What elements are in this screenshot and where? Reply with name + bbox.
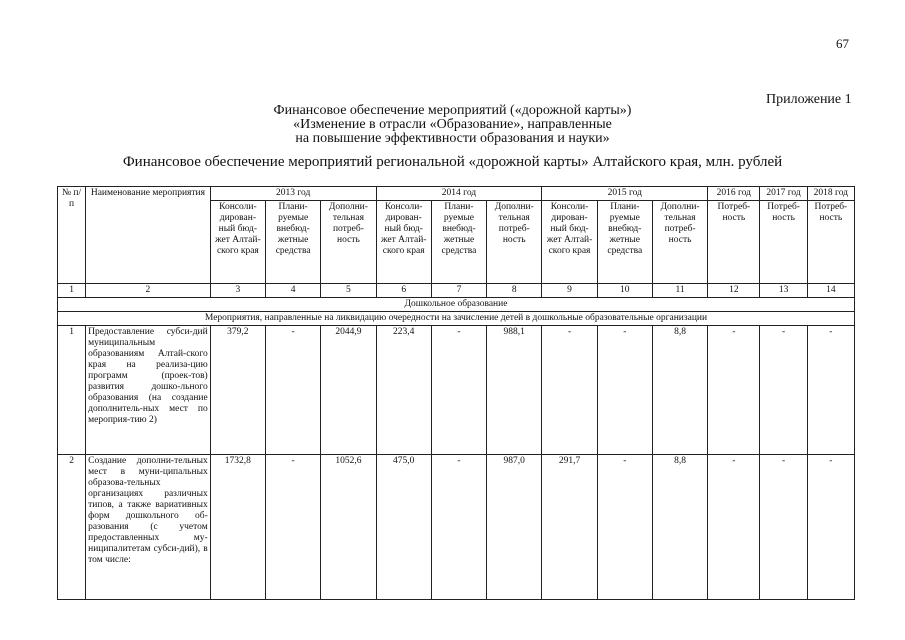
column-number: 1 — [58, 284, 86, 298]
column-number: 3 — [210, 284, 265, 298]
cell-planned-2013: - — [266, 455, 321, 600]
row-number: 1 — [58, 326, 86, 455]
table-subtitle: Финансовое обеспечение мероприятий региональной «дорожной карты» Алтайского края, млн. рублей — [122, 154, 783, 170]
row-description: Предоставление субси-дий муниципальным образованиям Алтай-ского края на реализа-цию программ (проек-тов) развития дошко-льного образования (на создание дополнитель-ных мест по мероприя-тию 2) — [86, 326, 211, 455]
cell-need-2018: - — [807, 455, 854, 600]
cell-additional-2015: 8,8 — [652, 326, 707, 455]
cell-consolidated-2014: 223,4 — [376, 326, 431, 455]
header-consolidated-2015: Консоли-дирован-ный бюд-жет Алтай-ского края — [542, 201, 597, 284]
title-line: Финансовое обеспечение мероприятий («дорожной карты») — [273, 103, 632, 118]
cell-consolidated-2013: 1732,8 — [210, 455, 265, 600]
cell-additional-2014: 988,1 — [487, 326, 542, 455]
document-title — [0, 104, 905, 146]
cell-planned-2015: - — [597, 455, 652, 600]
subsection-row — [58, 312, 855, 326]
financing-table — [57, 186, 855, 600]
header-year-2015: 2015 год — [542, 187, 708, 201]
cell-need-2016: - — [708, 455, 760, 600]
column-number: 4 — [266, 284, 321, 298]
column-number: 12 — [708, 284, 760, 298]
table-row — [58, 326, 855, 455]
header-need-2017: Потреб-ность — [760, 201, 807, 284]
header-additional-2013: Дополни-тельная потреб-ность — [321, 201, 376, 284]
title-line: на повышение эффективности образования и науки» — [295, 131, 610, 146]
header-additional-2015: Дополни-тельная потреб-ность — [652, 201, 707, 284]
header-need-2016: Потреб-ность — [708, 201, 760, 284]
header-need-2018: Потреб-ность — [807, 201, 854, 284]
column-number: 14 — [807, 284, 854, 298]
cell-need-2018: - — [807, 326, 854, 455]
header-consolidated-2014: Консоли-дирован-ный бюд-жет Алтай-ского края — [376, 201, 431, 284]
header-year-2017: 2017 год — [760, 187, 807, 201]
section-row — [58, 298, 855, 312]
cell-additional-2013: 1052,6 — [321, 455, 376, 600]
header-name: Наименование мероприятия — [86, 187, 211, 284]
appendix-label: Приложение 1 — [766, 92, 852, 107]
header-row-years — [58, 187, 855, 201]
row-description: Создание дополни-тельных мест в муни-ципальных образова-тельных организациях различных типов, а также вариативных форм дошкольного об-разования (с учетом предоставленных му-ниципалитетам субси-дий), в том числе: — [86, 455, 211, 600]
header-year-2013: 2013 год — [210, 187, 376, 201]
header-planned-2013: Плани-руемые внебюд-жетные средства — [266, 201, 321, 284]
header-year-2014: 2014 год — [376, 187, 542, 201]
title-line: «Изменение в отрасли «Образование», направленные — [293, 117, 612, 132]
cell-need-2017: - — [760, 326, 807, 455]
row-number: 2 — [58, 455, 86, 600]
page-number: 67 — [836, 36, 849, 51]
column-number: 13 — [760, 284, 807, 298]
section-title: Дошкольное образование — [58, 298, 855, 312]
subsection-title: Мероприятия, направленные на ликвидацию очередности на зачисление детей в дошкольные образовательные организации — [58, 312, 855, 326]
cell-planned-2013: - — [266, 326, 321, 455]
header-num: № п/п — [58, 187, 86, 284]
cell-additional-2015: 8,8 — [652, 455, 707, 600]
cell-additional-2014: 987,0 — [487, 455, 542, 600]
column-number: 7 — [431, 284, 486, 298]
column-number-row — [58, 284, 855, 298]
cell-need-2016: - — [708, 326, 760, 455]
table-row — [58, 455, 855, 600]
header-year-2018: 2018 год — [807, 187, 854, 201]
cell-consolidated-2013: 379,2 — [210, 326, 265, 455]
column-number: 11 — [652, 284, 707, 298]
cell-additional-2013: 2044,9 — [321, 326, 376, 455]
column-number: 5 — [321, 284, 376, 298]
header-consolidated-2013: Консоли-дирован-ный бюд-жет Алтай-ского края — [210, 201, 265, 284]
column-number: 10 — [597, 284, 652, 298]
header-additional-2014: Дополни-тельная потреб-ность — [487, 201, 542, 284]
header-planned-2015: Плани-руемые внебюд-жетные средства — [597, 201, 652, 284]
cell-planned-2014: - — [431, 326, 486, 455]
cell-consolidated-2014: 475,0 — [376, 455, 431, 600]
header-year-2016: 2016 год — [708, 187, 760, 201]
cell-consolidated-2015: - — [542, 326, 597, 455]
column-number: 8 — [487, 284, 542, 298]
cell-planned-2014: - — [431, 455, 486, 600]
header-planned-2014: Плани-руемые внебюд-жетные средства — [431, 201, 486, 284]
cell-consolidated-2015: 291,7 — [542, 455, 597, 600]
cell-need-2017: - — [760, 455, 807, 600]
cell-planned-2015: - — [597, 326, 652, 455]
column-number: 2 — [86, 284, 211, 298]
column-number: 6 — [376, 284, 431, 298]
column-number: 9 — [542, 284, 597, 298]
